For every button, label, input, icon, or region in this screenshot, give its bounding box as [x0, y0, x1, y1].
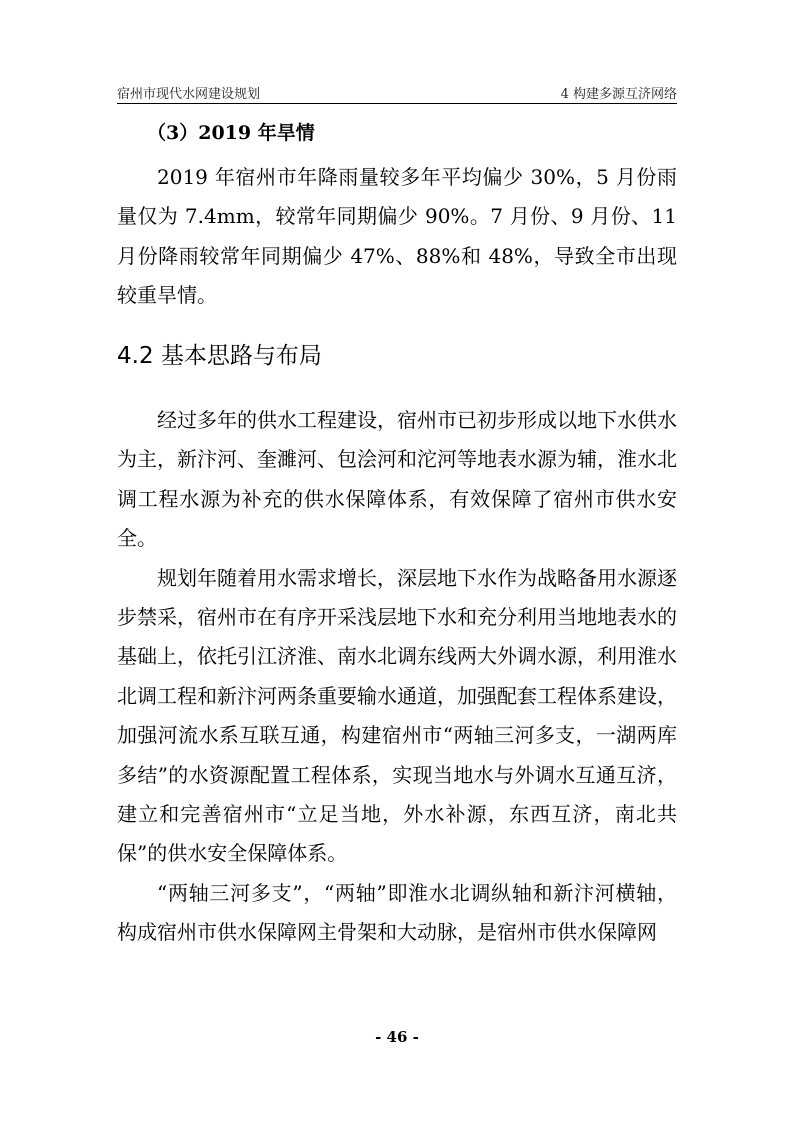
section-heading: 4.2 基本思路与布局	[117, 343, 322, 369]
paragraph: 规划年随着用水需求增长，深层地下水作为战略备用水源逐步禁采，宿州市在有序开采浅层地下水和充分利用当地地表水的基础上，依托引江济淮、南水北调东线两大外调水源，利用淮水北调工程和新汴河两条重要输水通道，加强配套工程体系建设，加强河流水系互联互通，构建宿州市“两轴三河多支，一湖两库多结”的水资源配置工程体系，实现当地水与外调水互通互济，建立和完善宿州市“立足当地，外水补源，东西互济，南北共保”的供水安全保障体系。	[117, 565, 677, 866]
running-header	[117, 80, 677, 102]
header-rule	[117, 103, 677, 104]
header-chapter-title: 4 构建多源互济网络	[560, 87, 677, 102]
header-document-title: 宿州市现代水网建设规划	[117, 87, 261, 102]
drought-body	[117, 158, 677, 316]
section-body	[117, 401, 677, 953]
page-number: - 46 -	[375, 1028, 419, 1046]
paragraph: 经过多年的供水工程建设，宿州市已初步形成以地下水供水为主，新汴河、奎濉河、包浍河和沱河等地表水源为辅，淮水北调工程水源为补充的供水保障体系，有效保障了宿州市供水安全。	[117, 408, 677, 551]
subsection-heading: （3）2019 年旱情	[147, 122, 315, 144]
paragraph: “两轴三河多支”，“两轴”即淮水北调纵轴和新汴河横轴，构成宿州市供水保障网主骨架和大动脉，是宿州市供水保障网	[117, 880, 677, 945]
paragraph: 2019 年宿州市年降雨量较多年平均偏少 30%，5 月份雨量仅为 7.4mm，较常年同期偏少 90%。7 月份、9 月份、11 月份降雨较常年同期偏少 47%、88%和 48%，导致全市出现较重旱情。	[117, 165, 677, 308]
